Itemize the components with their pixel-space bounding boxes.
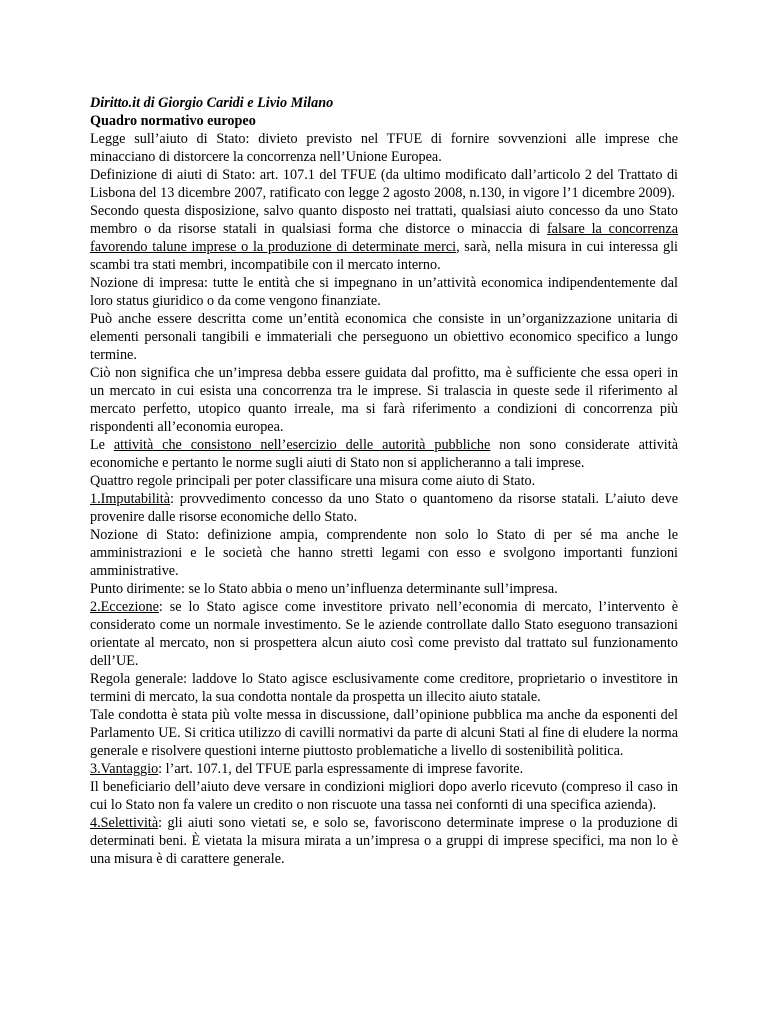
paragraph-rule-imputability: [90, 490, 678, 526]
paragraph-text: Secondo questa disposizione, salvo quanto disposto nei trattati, qualsiasi aiuto concesso da uno Stato membro o da risorse statali in qualsiasi forma che distorce o minaccia di: [90, 203, 678, 237]
underlined-phrase: favorendo talune imprese o la produzione di determinate merci: [90, 239, 457, 255]
paragraph-beneficiary: Il beneficiario dell’aiuto deve versare in condizioni migliori dopo averlo ricevuto (compreso il caso in cui lo Stato non fa valere un credito o non riscuote una tassa nei confornti di una specifica azienda).: [90, 779, 678, 813]
paragraph-aid-law: Legge sull’aiuto di Stato: divieto previsto nel TFUE di fornire sovvenzioni alle imprese che minacciano di distorcere la concorrenza nell’Unione Europea.: [90, 131, 678, 165]
rule-heading: 1.Imputabilità: [90, 491, 170, 507]
paragraph-text: : provvedimento concesso da uno Stato o quantomeno da risorse statali. L’aiuto deve provenire dalle risorse economiche dello Stato.: [90, 491, 678, 525]
paragraph-aid-definition: Definizione di aiuti di Stato: art. 107.1 del TFUE (da ultimo modificato dall’articolo 2 del Trattato di Lisbona del 13 dicembre 2007, ratificato con legge 2 agosto 2008, n.130, in vigore l’1 dicembre 2009).: [90, 167, 678, 201]
paragraph-enterprise-notion: Nozione di impresa: tutte le entità che si impegnano in un’attività economica indipendentemente dal loro status giuridico o da come vengono finanziate.: [90, 275, 678, 309]
underlined-phrase: attività che consistono nell’esercizio delle autorità pubbliche: [113, 437, 491, 453]
paragraph-profit: Ciò non significa che un’impresa debba essere guidata dal profitto, ma è sufficiente che essa operi in un mercato in cui esista una concorrenza tra le imprese. Si tralascia in queste sede il riferimento al mercato perfetto, utopico quanto irreale, ma si farà riferimento a condizioni di concorrenza più rispondenti all’economia europea.: [90, 365, 678, 435]
paragraph-provision: [90, 202, 678, 274]
rule-heading: 2.Eccezione: [90, 599, 159, 615]
paragraph-text: , sarà, nella misura in cui interessa gli scambi tra stati membri, incompatibile con il mercato interno.: [90, 239, 678, 273]
paragraph-text: Le: [90, 437, 114, 453]
paragraph-text: : l’art. 107.1, del TFUE parla espressamente di imprese favorite.: [158, 761, 524, 777]
paragraph-rule-exception: [90, 598, 678, 670]
paragraph-rule-selectivity: [90, 814, 678, 868]
paragraph-criticism: Tale condotta è stata più volte messa in discussione, dall’opinione pubblica ma anche da esponenti del Parlamento UE. Si critica utilizzo di cavilli normativi da parte di alcuni Stati al fine di eludere la norma generale e risolvere questioni interne piuttosto problematiche a livello di sostenibilità politica.: [90, 707, 678, 759]
paragraph-text: non sono considerate attività economiche e pertanto le norme sugli aiuti di Stato non si applicheranno a tali imprese.: [90, 437, 678, 471]
paragraph-state-notion: Nozione di Stato: definizione ampia, comprendente non solo lo Stato di per sé ma anche le amministrazioni e le società che hanno stretti legami con esso e svolgono importanti funzioni amministrative.: [90, 527, 678, 579]
rule-heading: 3.Vantaggio: [90, 761, 159, 777]
paragraph-text: : se lo Stato agisce come investitore privato nell’economia di mercato, l’intervento è considerato come un normale investimento. Se le aziende controllate dallo Stato eseguono transazioni orientate al mercato, non si prospettera alcun aiuto così come previsto dal trattato sul funzionamento dell’UE.: [90, 599, 678, 669]
paragraph-four-rules: Quattro regole principali per poter classificare una misura come aiuto di Stato.: [90, 473, 536, 489]
paragraph-rule-advantage: [90, 760, 678, 778]
rule-heading: 4.Selettività: [90, 815, 159, 831]
document-header: Diritto.it di Giorgio Caridi e Livio Milano: [90, 95, 334, 111]
section-title: Quadro normativo europeo: [90, 113, 256, 129]
paragraph-text: : gli aiuti sono vietati se, e solo se, favoriscono determinate imprese o la produzione di determinati beni. È vietata la misura mirata a un’impresa o a gruppi di imprese specifici, ma non lo è una misura è di carattere generale.: [90, 815, 678, 867]
paragraph-public-authority: [90, 436, 678, 472]
paragraph-general-rule: Regola generale: laddove lo Stato agisce esclusivamente come creditore, proprietario o investitore in termini di mercato, la sua condotta nontale da prospetta un illecito aiuto statale.: [90, 671, 678, 705]
paragraph-economic-entity: Può anche essere descritta come un’entità economica che consiste in un’organizzazione unitaria di elementi personali tangibili e immateriali che perseguono un obiettivo economico specifico a lungo termine.: [90, 311, 678, 363]
paragraph-decisive-point: Punto dirimente: se lo Stato abbia o meno un’influenza determinante sull’impresa.: [90, 581, 558, 597]
document-page: [90, 94, 678, 868]
underlined-phrase: falsare la concorrenza: [546, 221, 678, 237]
